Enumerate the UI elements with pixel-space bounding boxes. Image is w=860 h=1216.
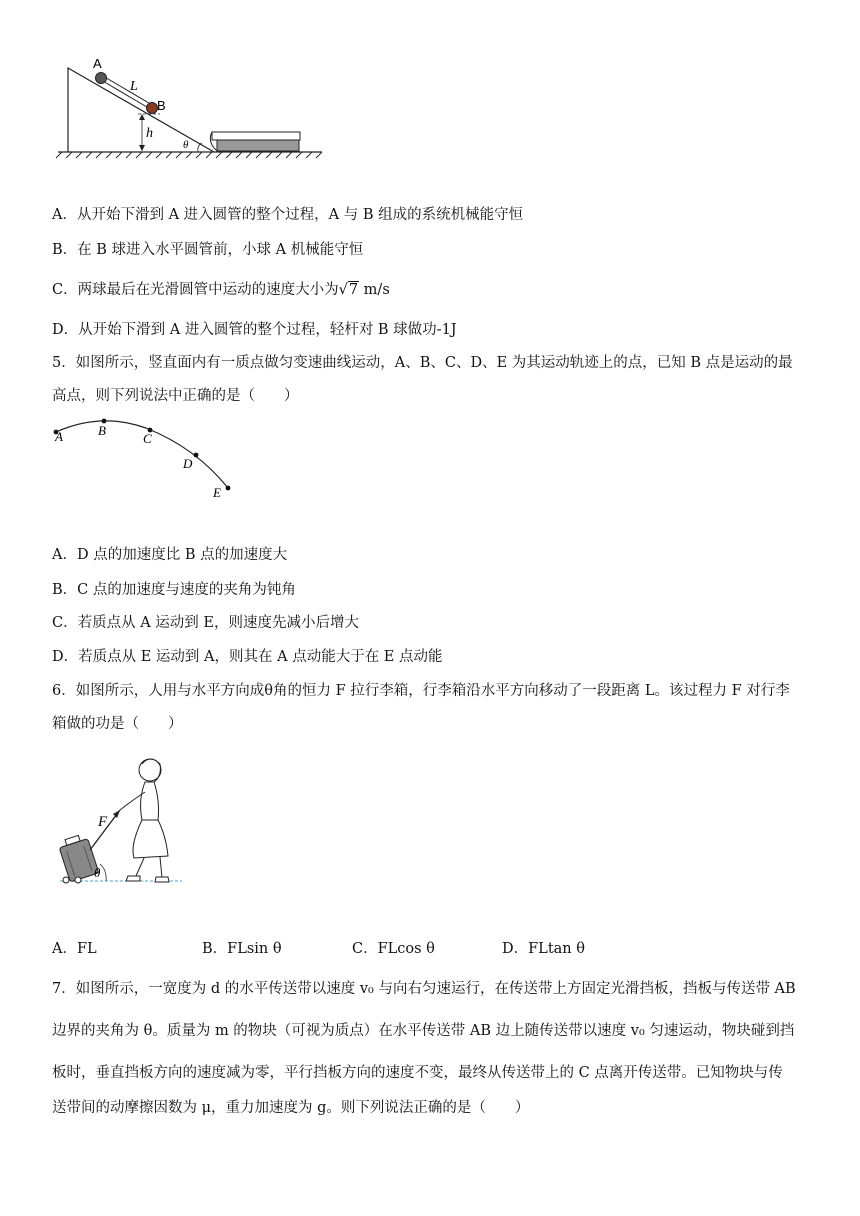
label-a: A [93, 56, 102, 71]
q7-stem-line4: 送带间的动摩擦因数为 μ，重力加速度为 g。则下列说法正确的是（ ） [52, 1100, 530, 1116]
q7-stem-line2: 边界的夹角为 θ。质量为 m 的物块（可视为质点）在水平传送带 AB 边上随传送带以速度 v₀ 匀速运动，物块碰到挡 [52, 1023, 795, 1039]
q7-stem-line1: 7．如图所示，一宽度为 d 的水平传送带以速度 v₀ 与向右匀速运行，在传送带上方固定光滑挡板，挡板与传送带 AB [52, 981, 796, 997]
theta-label: θ [94, 865, 101, 880]
sqrt-radicand: 7 [348, 282, 359, 298]
q4-option-c-text: C．两球最后在光滑圆管中运动的速度大小为 [52, 282, 339, 298]
q4-option-a: A．从开始下滑到 A 进入圆管的整个过程，A 与 B 组成的系统机械能守恒 [52, 207, 524, 223]
label-theta: θ [183, 139, 189, 151]
label-h: h [146, 126, 153, 141]
label-b: B [157, 98, 166, 113]
label-l: L [130, 79, 138, 94]
q6-option-a: A．FL [52, 941, 97, 957]
sqrt-symbol: √7 [338, 282, 359, 298]
point-c-label: C [143, 431, 152, 446]
force-label: F [98, 814, 108, 830]
q6-options [52, 939, 585, 959]
point-b-label: B [98, 423, 106, 438]
q6-stem-line2: 箱做的功是（ ） [52, 716, 183, 732]
trajectory-figure [46, 410, 246, 505]
q6-option-c: C．FLcos θ [352, 941, 435, 957]
q5-option-a: A．D 点的加速度比 B 点的加速度大 [52, 547, 288, 563]
incline-figure [52, 52, 332, 162]
q4-option-d: D．从开始下滑到 A 进入圆管的整个过程，轻杆对 B 球做功-1J [52, 322, 457, 338]
point-d-label: D [183, 456, 193, 471]
q6-option-b: B．FLsin θ [202, 941, 282, 957]
q7-stem-line3: 板时，垂直挡板方向的速度减为零，平行挡板方向的速度不变，最终从传送带上的 C 点离开传送带。已知物块与传 [52, 1065, 783, 1081]
q4-option-c-unit: m/s [359, 282, 390, 298]
q6-option-d: D．FLtan θ [502, 941, 585, 957]
q5-option-c: C．若质点从 A 运动到 E，则速度先减小后增大 [52, 615, 359, 631]
q6-stem-line1: 6．如图所示，人用与水平方向成θ角的恒力 F 拉行李箱，行李箱沿水平方向移动了一段距离 L。该过程力 F 对行李 [52, 683, 790, 699]
point-e-label: E [213, 485, 221, 500]
suitcase-figure [50, 740, 190, 890]
point-a-label: A [55, 429, 63, 444]
q4-option-c [52, 280, 390, 300]
q4-option-b: B．在 B 球进入水平圆管前，小球 A 机械能守恒 [52, 242, 364, 258]
q5-stem-line2: 高点，则下列说法中正确的是（ ） [52, 388, 299, 404]
q5-stem-line1: 5．如图所示，竖直面内有一质点做匀变速曲线运动，A、B、C、D、E 为其运动轨迹上的点，已知 B 点是运动的最 [52, 355, 793, 371]
q5-option-b: B．C 点的加速度与速度的夹角为钝角 [52, 582, 296, 598]
q5-option-d: D．若质点从 E 运动到 A，则其在 A 点动能大于在 E 点动能 [52, 649, 443, 665]
